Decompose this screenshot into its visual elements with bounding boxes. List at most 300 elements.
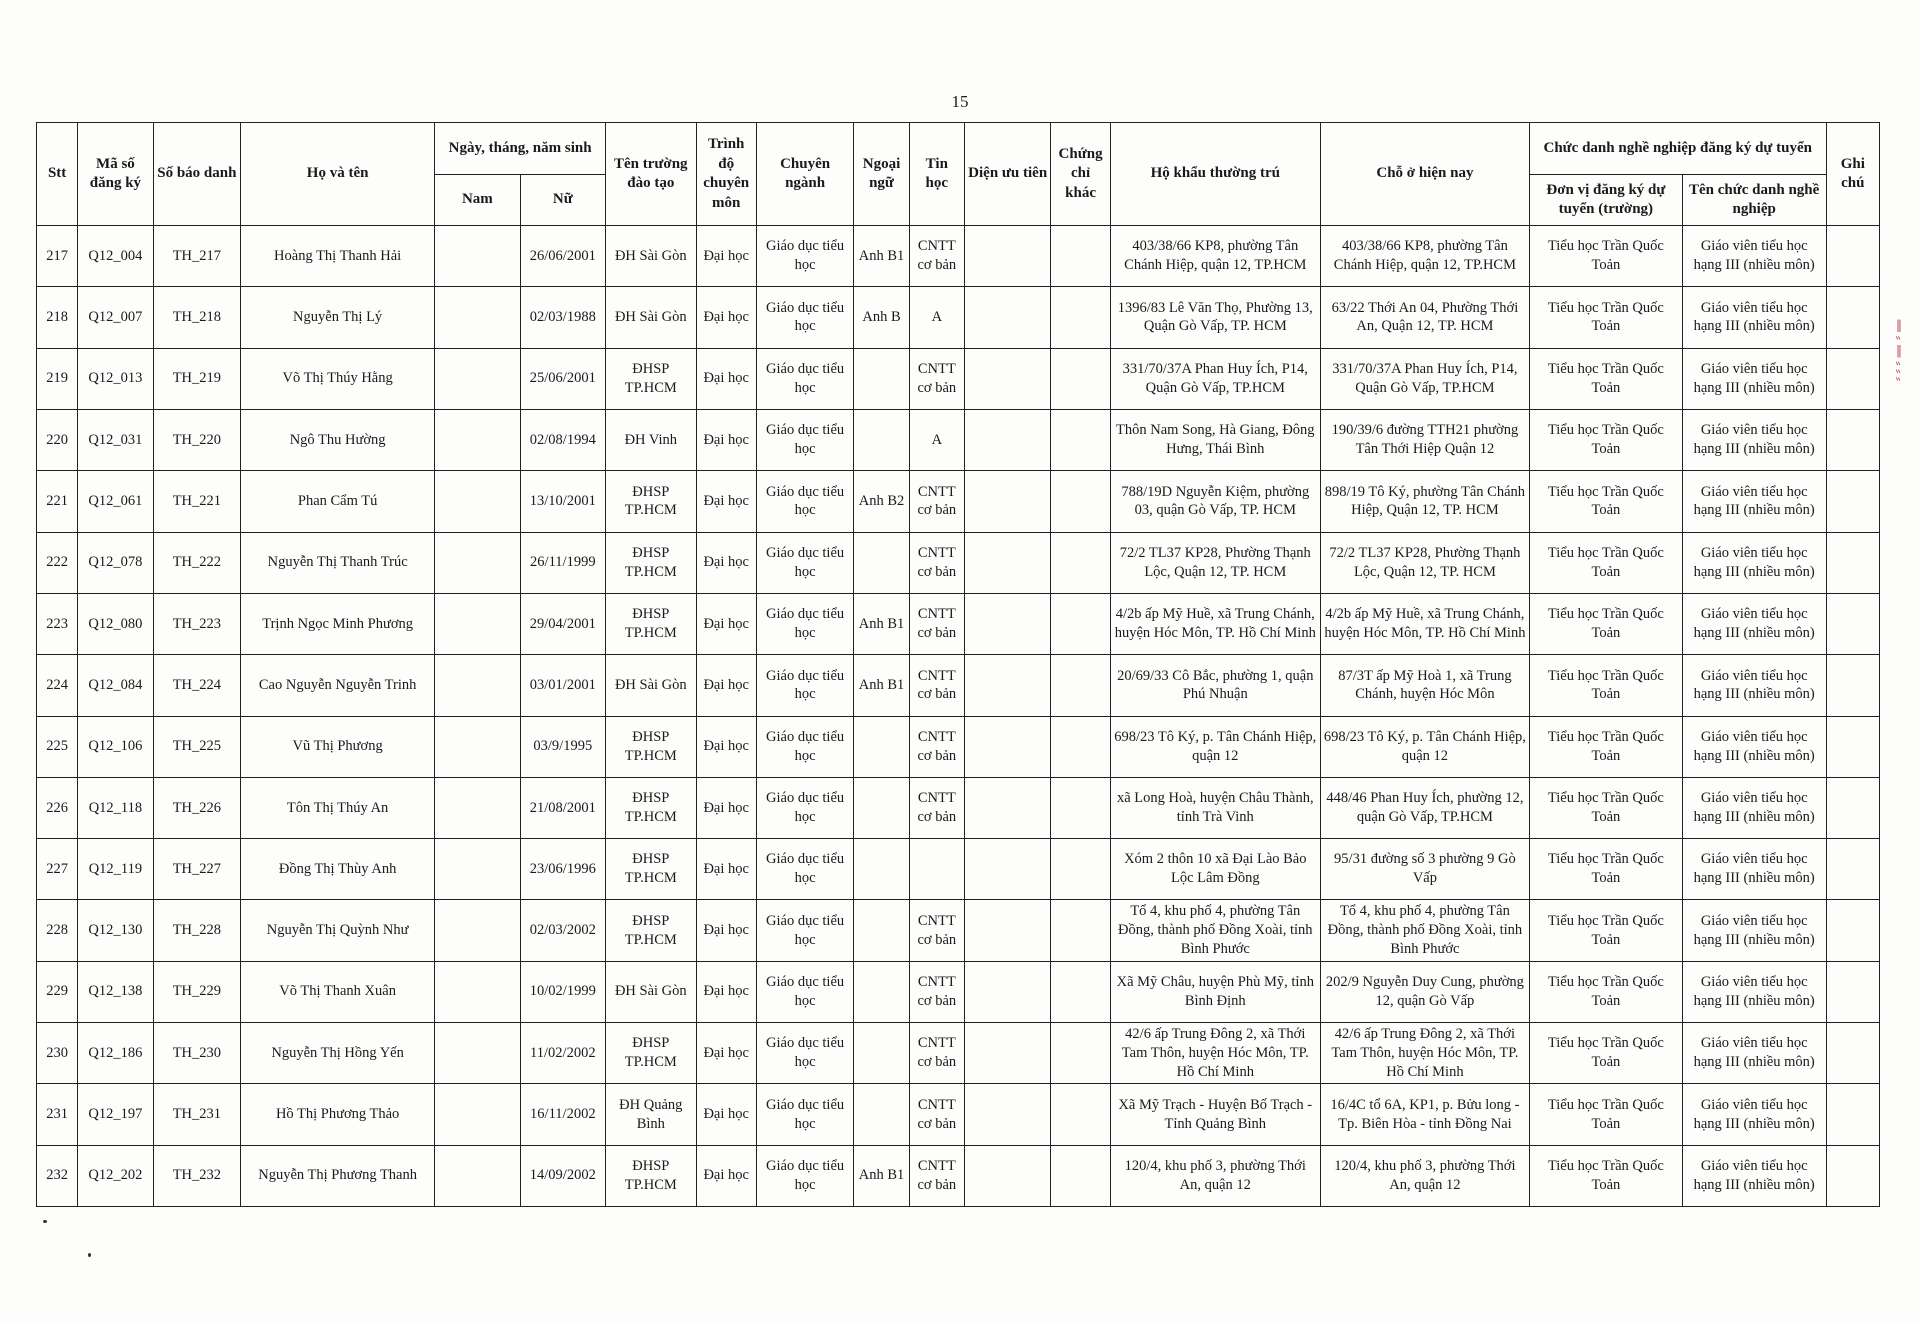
- row-registration-code: Q12_197: [78, 1084, 153, 1145]
- row-unit: Tiểu học Trần Quốc Toản: [1529, 777, 1682, 838]
- row-candidate-number: TH_230: [153, 1023, 240, 1084]
- row-qualification: Đại học: [696, 226, 756, 287]
- row-qualification: Đại học: [696, 409, 756, 470]
- table-header: [37, 123, 1880, 226]
- row-job-title: Giáo viên tiểu học hạng III (nhiều môn): [1682, 900, 1826, 961]
- table-row: [37, 226, 1880, 287]
- row-registration-code: Q12_084: [78, 655, 153, 716]
- row-full-name: Vũ Thị Phương: [241, 716, 435, 777]
- row-female: 03/01/2001: [520, 655, 605, 716]
- row-registration-code: Q12_118: [78, 777, 153, 838]
- margin-annotation: ‖ ⸗ ‖ ⸗ ⸗ ⸗: [1892, 318, 1906, 382]
- row-priority: [964, 961, 1050, 1022]
- row-unit: Tiểu học Trần Quốc Toản: [1529, 471, 1682, 532]
- row-foreign-language: [854, 409, 909, 470]
- row-unit: Tiểu học Trần Quốc Toản: [1529, 226, 1682, 287]
- candidate-table: [36, 122, 1880, 1207]
- table-body: [37, 226, 1880, 1207]
- row-female: 02/03/1988: [520, 287, 605, 348]
- row-male: [435, 1084, 520, 1145]
- row-candidate-number: TH_224: [153, 655, 240, 716]
- row-permanent-address: Xã Mỹ Châu, huyện Phù Mỹ, tỉnh Bình Định: [1110, 961, 1320, 1022]
- row-male: [435, 716, 520, 777]
- row-priority: [964, 532, 1050, 593]
- row-school: ĐHSP TP.HCM: [606, 900, 696, 961]
- row-permanent-address: 120/4, khu phố 3, phường Thới An, quận 12: [1110, 1145, 1320, 1206]
- row-full-name: Nguyễn Thị Thanh Trúc: [241, 532, 435, 593]
- row-permanent-address: 698/23 Tô Ký, p. Tân Chánh Hiệp, quận 12: [1110, 716, 1320, 777]
- table-row: [37, 839, 1880, 900]
- row-other-cert: [1051, 348, 1110, 409]
- row-job-title: Giáo viên tiểu học hạng III (nhiều môn): [1682, 961, 1826, 1022]
- row-priority: [964, 1023, 1050, 1084]
- row-unit: Tiểu học Trần Quốc Toản: [1529, 287, 1682, 348]
- row-notes: [1826, 1023, 1879, 1084]
- row-other-cert: [1051, 839, 1110, 900]
- row-school: ĐHSP TP.HCM: [606, 532, 696, 593]
- row-candidate-number: TH_231: [153, 1084, 240, 1145]
- row-it: CNTT cơ bản: [909, 1145, 964, 1206]
- row-current-address: 202/9 Nguyễn Duy Cung, phường 12, quận Gò Vấp: [1320, 961, 1529, 1022]
- row-unit: Tiểu học Trần Quốc Toản: [1529, 348, 1682, 409]
- row-registration-code: Q12_106: [78, 716, 153, 777]
- table-row: [37, 1084, 1880, 1145]
- row-full-name: Đồng Thị Thùy Anh: [241, 839, 435, 900]
- row-candidate-number: TH_218: [153, 287, 240, 348]
- row-qualification: Đại học: [696, 961, 756, 1022]
- row-current-address: 448/46 Phan Huy Ích, phường 12, quận Gò Vấp, TP.HCM: [1320, 777, 1529, 838]
- row-notes: [1826, 532, 1879, 593]
- row-major: Giáo dục tiểu học: [756, 716, 854, 777]
- row-candidate-number: TH_223: [153, 593, 240, 654]
- col-stt: Stt: [37, 123, 78, 226]
- row-female: 02/03/2002: [520, 900, 605, 961]
- row-current-address: 403/38/66 KP8, phường Tân Chánh Hiệp, quận 12, TP.HCM: [1320, 226, 1529, 287]
- row-current-address: 42/6 ấp Trung Đông 2, xã Thới Tam Thôn, huyện Hóc Môn, TP. Hồ Chí Minh: [1320, 1023, 1529, 1084]
- row-notes: [1826, 839, 1879, 900]
- table-row: [37, 900, 1880, 961]
- row-school: ĐHSP TP.HCM: [606, 471, 696, 532]
- row-permanent-address: xã Long Hoà, huyện Châu Thành, tỉnh Trà Vinh: [1110, 777, 1320, 838]
- row-male: [435, 900, 520, 961]
- row-priority: [964, 839, 1050, 900]
- row-registration-code: Q12_061: [78, 471, 153, 532]
- row-job-title: Giáo viên tiểu học hạng III (nhiều môn): [1682, 348, 1826, 409]
- scan-speck: [88, 1253, 91, 1257]
- row-candidate-number: TH_226: [153, 777, 240, 838]
- row-priority: [964, 900, 1050, 961]
- row-major: Giáo dục tiểu học: [756, 287, 854, 348]
- row-notes: [1826, 900, 1879, 961]
- row-it: CNTT cơ bản: [909, 226, 964, 287]
- row-qualification: Đại học: [696, 655, 756, 716]
- row-job-title: Giáo viên tiểu học hạng III (nhiều môn): [1682, 777, 1826, 838]
- table-row: [37, 471, 1880, 532]
- row-job-title: Giáo viên tiểu học hạng III (nhiều môn): [1682, 287, 1826, 348]
- row-candidate-number: TH_232: [153, 1145, 240, 1206]
- row-priority: [964, 1145, 1050, 1206]
- row-permanent-address: 72/2 TL37 KP28, Phường Thạnh Lộc, Quận 12, TP. HCM: [1110, 532, 1320, 593]
- row-permanent-address: 4/2b ấp Mỹ Huề, xã Trung Chánh, huyện Hóc Môn, TP. Hồ Chí Minh: [1110, 593, 1320, 654]
- row-unit: Tiểu học Trần Quốc Toản: [1529, 655, 1682, 716]
- row-notes: [1826, 777, 1879, 838]
- row-current-address: 120/4, khu phố 3, phường Thới An, quận 12: [1320, 1145, 1529, 1206]
- row-current-address: 87/3T ấp Mỹ Hoà 1, xã Trung Chánh, huyện Hóc Môn: [1320, 655, 1529, 716]
- row-male: [435, 287, 520, 348]
- col-male: Nam: [435, 175, 520, 226]
- row-current-address: 698/23 Tô Ký, p. Tân Chánh Hiệp, quận 12: [1320, 716, 1529, 777]
- row-job-title: Giáo viên tiểu học hạng III (nhiều môn): [1682, 839, 1826, 900]
- row-permanent-address: 403/38/66 KP8, phường Tân Chánh Hiệp, quận 12, TP.HCM: [1110, 226, 1320, 287]
- row-notes: [1826, 1084, 1879, 1145]
- row-permanent-address: 788/19D Nguyễn Kiệm, phường 03, quận Gò Vấp, TP. HCM: [1110, 471, 1320, 532]
- table-row: [37, 287, 1880, 348]
- row-stt: 228: [37, 900, 78, 961]
- row-candidate-number: TH_229: [153, 961, 240, 1022]
- row-other-cert: [1051, 532, 1110, 593]
- row-priority: [964, 716, 1050, 777]
- col-current-address: Chỗ ở hiện nay: [1320, 123, 1529, 226]
- row-notes: [1826, 471, 1879, 532]
- row-candidate-number: TH_227: [153, 839, 240, 900]
- row-permanent-address: Xã Mỹ Trạch - Huyện Bố Trạch - Tỉnh Quảng Bình: [1110, 1084, 1320, 1145]
- row-stt: 219: [37, 348, 78, 409]
- row-female: 25/06/2001: [520, 348, 605, 409]
- row-it: CNTT cơ bản: [909, 1084, 964, 1145]
- row-full-name: Võ Thị Thanh Xuân: [241, 961, 435, 1022]
- row-qualification: Đại học: [696, 1084, 756, 1145]
- row-unit: Tiểu học Trần Quốc Toản: [1529, 1145, 1682, 1206]
- row-other-cert: [1051, 409, 1110, 470]
- row-male: [435, 226, 520, 287]
- row-stt: 220: [37, 409, 78, 470]
- row-male: [435, 593, 520, 654]
- row-other-cert: [1051, 226, 1110, 287]
- row-stt: 230: [37, 1023, 78, 1084]
- col-candidate-number: Số báo danh: [153, 123, 240, 226]
- row-foreign-language: [854, 900, 909, 961]
- row-current-address: 72/2 TL37 KP28, Phường Thạnh Lộc, Quận 12, TP. HCM: [1320, 532, 1529, 593]
- row-job-title: Giáo viên tiểu học hạng III (nhiều môn): [1682, 1023, 1826, 1084]
- row-female: 23/06/1996: [520, 839, 605, 900]
- row-registration-code: Q12_013: [78, 348, 153, 409]
- row-permanent-address: Tổ 4, khu phố 4, phường Tân Đồng, thành phố Đồng Xoài, tỉnh Bình Phước: [1110, 900, 1320, 961]
- row-candidate-number: TH_225: [153, 716, 240, 777]
- row-school: ĐHSP TP.HCM: [606, 348, 696, 409]
- row-unit: Tiểu học Trần Quốc Toản: [1529, 409, 1682, 470]
- table-row: [37, 1023, 1880, 1084]
- row-it: CNTT cơ bản: [909, 655, 964, 716]
- row-male: [435, 532, 520, 593]
- row-it: A: [909, 287, 964, 348]
- table-row: [37, 961, 1880, 1022]
- row-male: [435, 655, 520, 716]
- row-unit: Tiểu học Trần Quốc Toản: [1529, 961, 1682, 1022]
- table-row: [37, 777, 1880, 838]
- col-unit: Đơn vị đăng ký dự tuyển (trường): [1529, 175, 1682, 226]
- row-major: Giáo dục tiểu học: [756, 961, 854, 1022]
- row-unit: Tiểu học Trần Quốc Toản: [1529, 900, 1682, 961]
- row-job-title: Giáo viên tiểu học hạng III (nhiều môn): [1682, 226, 1826, 287]
- row-it: [909, 839, 964, 900]
- row-major: Giáo dục tiểu học: [756, 1145, 854, 1206]
- row-full-name: Trịnh Ngọc Minh Phương: [241, 593, 435, 654]
- table-row: [37, 716, 1880, 777]
- row-it: CNTT cơ bản: [909, 777, 964, 838]
- row-full-name: Nguyễn Thị Hồng Yến: [241, 1023, 435, 1084]
- row-female: 11/02/2002: [520, 1023, 605, 1084]
- row-male: [435, 839, 520, 900]
- row-candidate-number: TH_221: [153, 471, 240, 532]
- row-registration-code: Q12_004: [78, 226, 153, 287]
- row-qualification: Đại học: [696, 716, 756, 777]
- row-notes: [1826, 1145, 1879, 1206]
- row-major: Giáo dục tiểu học: [756, 655, 854, 716]
- row-major: Giáo dục tiểu học: [756, 900, 854, 961]
- row-major: Giáo dục tiểu học: [756, 409, 854, 470]
- row-foreign-language: [854, 1084, 909, 1145]
- row-registration-code: Q12_130: [78, 900, 153, 961]
- row-stt: 217: [37, 226, 78, 287]
- row-permanent-address: Thôn Nam Song, Hà Giang, Đông Hưng, Thái Bình: [1110, 409, 1320, 470]
- row-stt: 222: [37, 532, 78, 593]
- row-major: Giáo dục tiểu học: [756, 348, 854, 409]
- row-other-cert: [1051, 1023, 1110, 1084]
- row-other-cert: [1051, 1084, 1110, 1145]
- row-school: ĐHSP TP.HCM: [606, 593, 696, 654]
- row-priority: [964, 471, 1050, 532]
- row-job-title: Giáo viên tiểu học hạng III (nhiều môn): [1682, 1145, 1826, 1206]
- row-stt: 223: [37, 593, 78, 654]
- row-priority: [964, 593, 1050, 654]
- row-permanent-address: Xóm 2 thôn 10 xã Đại Lào Bảo Lộc Lâm Đồng: [1110, 839, 1320, 900]
- row-it: CNTT cơ bản: [909, 593, 964, 654]
- row-permanent-address: 42/6 ấp Trung Đông 2, xã Thới Tam Thôn, huyện Hóc Môn, TP. Hồ Chí Minh: [1110, 1023, 1320, 1084]
- row-job-title: Giáo viên tiểu học hạng III (nhiều môn): [1682, 532, 1826, 593]
- row-permanent-address: 20/69/33 Cô Bắc, phường 1, quận Phú Nhuận: [1110, 655, 1320, 716]
- row-major: Giáo dục tiểu học: [756, 593, 854, 654]
- row-full-name: Hồ Thị Phương Thảo: [241, 1084, 435, 1145]
- row-other-cert: [1051, 716, 1110, 777]
- row-school: ĐH Sài Gòn: [606, 287, 696, 348]
- row-stt: 218: [37, 287, 78, 348]
- row-permanent-address: 331/70/37A Phan Huy Ích, P14, Quận Gò Vấp, TP.HCM: [1110, 348, 1320, 409]
- row-notes: [1826, 716, 1879, 777]
- row-candidate-number: TH_222: [153, 532, 240, 593]
- col-foreign-language: Ngoại ngữ: [854, 123, 909, 226]
- row-male: [435, 961, 520, 1022]
- row-qualification: Đại học: [696, 1145, 756, 1206]
- row-qualification: Đại học: [696, 471, 756, 532]
- row-foreign-language: [854, 1023, 909, 1084]
- row-male: [435, 777, 520, 838]
- col-other-cert: Chứng chỉ khác: [1051, 123, 1110, 226]
- row-female: 14/09/2002: [520, 1145, 605, 1206]
- row-full-name: Nguyễn Thị Quỳnh Như: [241, 900, 435, 961]
- row-qualification: Đại học: [696, 287, 756, 348]
- row-other-cert: [1051, 777, 1110, 838]
- row-foreign-language: Anh B1: [854, 655, 909, 716]
- row-school: ĐHSP TP.HCM: [606, 1023, 696, 1084]
- row-current-address: 95/31 đường số 3 phường 9 Gò Vấp: [1320, 839, 1529, 900]
- row-priority: [964, 777, 1050, 838]
- row-qualification: Đại học: [696, 348, 756, 409]
- row-it: CNTT cơ bản: [909, 471, 964, 532]
- row-priority: [964, 226, 1050, 287]
- row-foreign-language: [854, 532, 909, 593]
- row-foreign-language: [854, 777, 909, 838]
- row-priority: [964, 1084, 1050, 1145]
- row-qualification: Đại học: [696, 900, 756, 961]
- row-other-cert: [1051, 593, 1110, 654]
- row-major: Giáo dục tiểu học: [756, 532, 854, 593]
- table-row: [37, 655, 1880, 716]
- row-current-address: 331/70/37A Phan Huy Ích, P14, Quận Gò Vấp, TP.HCM: [1320, 348, 1529, 409]
- row-unit: Tiểu học Trần Quốc Toản: [1529, 532, 1682, 593]
- row-major: Giáo dục tiểu học: [756, 839, 854, 900]
- row-priority: [964, 348, 1050, 409]
- row-notes: [1826, 655, 1879, 716]
- row-permanent-address: 1396/83 Lê Văn Thọ, Phường 13, Quận Gò Vấp, TP. HCM: [1110, 287, 1320, 348]
- row-notes: [1826, 593, 1879, 654]
- col-permanent-address: Hộ khẩu thường trú: [1110, 123, 1320, 226]
- row-school: ĐHSP TP.HCM: [606, 777, 696, 838]
- row-foreign-language: Anh B1: [854, 226, 909, 287]
- row-male: [435, 1023, 520, 1084]
- col-job-title-group: Chức danh nghề nghiệp đăng ký dự tuyển: [1529, 123, 1826, 175]
- row-stt: 229: [37, 961, 78, 1022]
- row-job-title: Giáo viên tiểu học hạng III (nhiều môn): [1682, 716, 1826, 777]
- row-priority: [964, 409, 1050, 470]
- row-current-address: 898/19 Tô Ký, phường Tân Chánh Hiệp, Quận 12, TP. HCM: [1320, 471, 1529, 532]
- row-job-title: Giáo viên tiểu học hạng III (nhiều môn): [1682, 1084, 1826, 1145]
- row-female: 26/11/1999: [520, 532, 605, 593]
- row-job-title: Giáo viên tiểu học hạng III (nhiều môn): [1682, 655, 1826, 716]
- row-stt: 221: [37, 471, 78, 532]
- row-male: [435, 471, 520, 532]
- row-unit: Tiểu học Trần Quốc Toản: [1529, 1084, 1682, 1145]
- row-full-name: Hoàng Thị Thanh Hải: [241, 226, 435, 287]
- row-current-address: Tổ 4, khu phố 4, phường Tân Đồng, thành phố Đồng Xoài, tỉnh Bình Phước: [1320, 900, 1529, 961]
- row-school: ĐH Vinh: [606, 409, 696, 470]
- row-other-cert: [1051, 900, 1110, 961]
- row-foreign-language: Anh B: [854, 287, 909, 348]
- row-other-cert: [1051, 1145, 1110, 1206]
- row-candidate-number: TH_228: [153, 900, 240, 961]
- row-school: ĐH Sài Gòn: [606, 961, 696, 1022]
- col-school: Tên trường đào tạo: [606, 123, 696, 226]
- row-notes: [1826, 226, 1879, 287]
- row-full-name: Tôn Thị Thúy An: [241, 777, 435, 838]
- row-female: 10/02/1999: [520, 961, 605, 1022]
- row-major: Giáo dục tiểu học: [756, 1023, 854, 1084]
- row-current-address: 4/2b ấp Mỹ Huề, xã Trung Chánh, huyện Hóc Môn, TP. Hồ Chí Minh: [1320, 593, 1529, 654]
- row-major: Giáo dục tiểu học: [756, 777, 854, 838]
- row-stt: 225: [37, 716, 78, 777]
- row-priority: [964, 655, 1050, 716]
- row-registration-code: Q12_119: [78, 839, 153, 900]
- row-male: [435, 348, 520, 409]
- row-qualification: Đại học: [696, 1023, 756, 1084]
- row-foreign-language: Anh B1: [854, 1145, 909, 1206]
- row-school: ĐH Sài Gòn: [606, 226, 696, 287]
- row-registration-code: Q12_078: [78, 532, 153, 593]
- row-it: CNTT cơ bản: [909, 900, 964, 961]
- row-full-name: Cao Nguyễn Nguyễn Trinh: [241, 655, 435, 716]
- table-row: [37, 1145, 1880, 1206]
- row-stt: 227: [37, 839, 78, 900]
- col-qualification: Trình độ chuyên môn: [696, 123, 756, 226]
- row-school: ĐH Sài Gòn: [606, 655, 696, 716]
- row-registration-code: Q12_186: [78, 1023, 153, 1084]
- row-school: ĐH Quảng Bình: [606, 1084, 696, 1145]
- row-job-title: Giáo viên tiểu học hạng III (nhiều môn): [1682, 471, 1826, 532]
- row-current-address: 190/39/6 đường TTH21 phường Tân Thới Hiệp Quận 12: [1320, 409, 1529, 470]
- row-candidate-number: TH_220: [153, 409, 240, 470]
- table-row: [37, 532, 1880, 593]
- row-registration-code: Q12_031: [78, 409, 153, 470]
- row-school: ĐHSP TP.HCM: [606, 839, 696, 900]
- row-school: ĐHSP TP.HCM: [606, 716, 696, 777]
- row-it: CNTT cơ bản: [909, 961, 964, 1022]
- row-stt: 226: [37, 777, 78, 838]
- scan-speck: [43, 1220, 47, 1223]
- row-unit: Tiểu học Trần Quốc Toản: [1529, 839, 1682, 900]
- row-major: Giáo dục tiểu học: [756, 471, 854, 532]
- row-female: 26/06/2001: [520, 226, 605, 287]
- row-female: 21/08/2001: [520, 777, 605, 838]
- row-foreign-language: Anh B1: [854, 593, 909, 654]
- row-foreign-language: [854, 839, 909, 900]
- col-full-name: Họ và tên: [241, 123, 435, 226]
- row-it: CNTT cơ bản: [909, 716, 964, 777]
- col-notes: Ghi chú: [1826, 123, 1879, 226]
- row-full-name: Võ Thị Thúy Hằng: [241, 348, 435, 409]
- row-stt: 224: [37, 655, 78, 716]
- row-unit: Tiểu học Trần Quốc Toản: [1529, 593, 1682, 654]
- row-foreign-language: [854, 348, 909, 409]
- row-full-name: Ngô Thu Hường: [241, 409, 435, 470]
- row-candidate-number: TH_217: [153, 226, 240, 287]
- row-foreign-language: [854, 716, 909, 777]
- table-row: [37, 593, 1880, 654]
- row-qualification: Đại học: [696, 777, 756, 838]
- page-number: 15: [951, 92, 969, 111]
- table-row: [37, 348, 1880, 409]
- row-major: Giáo dục tiểu học: [756, 1084, 854, 1145]
- row-notes: [1826, 409, 1879, 470]
- row-it: A: [909, 409, 964, 470]
- row-notes: [1826, 961, 1879, 1022]
- row-priority: [964, 287, 1050, 348]
- row-registration-code: Q12_138: [78, 961, 153, 1022]
- row-it: CNTT cơ bản: [909, 348, 964, 409]
- row-female: 13/10/2001: [520, 471, 605, 532]
- row-unit: Tiểu học Trần Quốc Toản: [1529, 716, 1682, 777]
- row-notes: [1826, 348, 1879, 409]
- row-male: [435, 409, 520, 470]
- row-job-title: Giáo viên tiểu học hạng III (nhiều môn): [1682, 593, 1826, 654]
- row-other-cert: [1051, 655, 1110, 716]
- row-it: CNTT cơ bản: [909, 532, 964, 593]
- row-full-name: Nguyễn Thị Phương Thanh: [241, 1145, 435, 1206]
- row-female: 03/9/1995: [520, 716, 605, 777]
- col-registration-code: Mã số đăng ký: [78, 123, 153, 226]
- row-school: ĐHSP TP.HCM: [606, 1145, 696, 1206]
- row-full-name: Nguyễn Thị Lý: [241, 287, 435, 348]
- table-row: [37, 409, 1880, 470]
- row-job-title: Giáo viên tiểu học hạng III (nhiều môn): [1682, 409, 1826, 470]
